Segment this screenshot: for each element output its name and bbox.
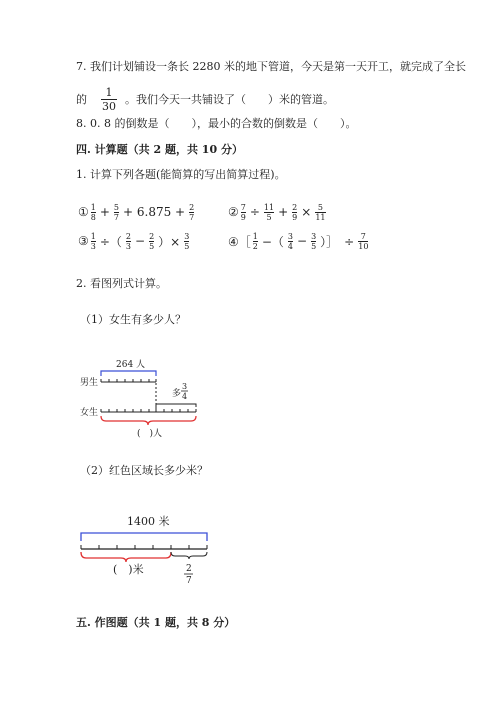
problem-4-label: ④［	[228, 234, 251, 249]
diagram2-bottom-label: ( )米	[113, 563, 144, 576]
diagram1-girls-ticks	[101, 409, 196, 412]
problem-4: ④［ 1 2 −（ 3 4 − 3 5 ）］ ÷ 7 10	[228, 231, 369, 251]
fraction: 1 8	[90, 202, 96, 222]
fraction: 2 5	[149, 231, 155, 251]
q7-line2-suffix: 。我们今天一共铺设了（ ）米的管道。	[125, 93, 334, 106]
problem-1-label: ①	[78, 205, 89, 219]
fraction: 2 3	[125, 231, 132, 251]
fraction: 7 9	[240, 202, 246, 222]
diagram2-red-brace	[81, 552, 171, 562]
fraction: 2 7	[189, 202, 195, 222]
calc1-title: 1. 计算下列各题(能简算的写出简算过程)。	[76, 168, 286, 181]
diagram2-top-label: 1400 米	[127, 515, 170, 528]
fraction: 2 9	[292, 202, 298, 222]
diagram1-extra-brace	[156, 404, 196, 407]
diagram1-bottom-label: ( )人	[137, 429, 163, 439]
q7-line2-prefix: 的	[76, 93, 87, 106]
fraction: 7 10	[358, 231, 369, 251]
problem-3-label: ③	[78, 234, 89, 248]
fraction: 1 3	[90, 231, 96, 251]
diagram1-more-label: 多	[172, 389, 182, 399]
diagram1-bottom-brace	[101, 416, 196, 425]
problem-2-label: ②	[228, 205, 239, 219]
calc2-sub1: （1）女生有多少人？	[80, 313, 186, 326]
diagram1-boys-ticks	[101, 379, 156, 382]
fraction: 5 11	[315, 202, 326, 222]
fraction: 3 5	[311, 231, 317, 251]
fraction: 5 7	[113, 202, 120, 222]
section-4-title: 四. 计算题（共 2 题，共 10 分）	[76, 143, 243, 156]
fraction: 3 5	[184, 231, 190, 251]
diagram1-frac-num: 3	[182, 382, 188, 391]
q7-frac-num: 1	[105, 86, 113, 99]
diagram1-top-brace	[101, 371, 156, 376]
problem-1: ① 1 8 + 5 7 + 6.875 + 2 7	[78, 202, 195, 222]
diagram1-frac-den: 4	[182, 392, 188, 401]
q7-fraction	[101, 86, 117, 113]
q7-frac-den: 30	[102, 100, 116, 113]
fraction: 11 5	[263, 202, 275, 222]
diagram2-ticks	[81, 545, 207, 549]
calc2-sub2: （2）红色区域长多少米？	[80, 464, 208, 477]
fraction: 1 2	[252, 231, 258, 251]
diagram2-frac-den: 7	[186, 576, 192, 586]
diagram1-boys-label: 男生	[80, 378, 99, 388]
q8-text: 8. 0. 8 的倒数是（ ），最小的合数的倒数是（ ）。	[76, 117, 357, 130]
diagram1-top-label: 264 人	[116, 360, 146, 370]
section-5-title: 五. 作图题（共 1 题，共 8 分）	[76, 616, 236, 629]
calc2-title: 2. 看图列式计算。	[76, 277, 167, 290]
diagram2-frac-num: 2	[186, 564, 192, 574]
q7-line1: 7. 我们计划铺设一条长 2280 米的地下管道，今天是第一天开工，就完成了全长	[76, 60, 466, 73]
problem-2: ② 7 9 ÷ 11 5 + 2 9 × 5 11	[228, 202, 326, 222]
problem-3: ③ 1 3 ÷（ 2 3 − 2 5 ）× 3 5	[78, 231, 190, 251]
diagram1-girls-label: 女生	[80, 408, 99, 418]
fraction: 3 4	[287, 231, 294, 251]
diagram2-black-brace	[171, 552, 207, 559]
diagram2-top-brace	[81, 533, 207, 541]
